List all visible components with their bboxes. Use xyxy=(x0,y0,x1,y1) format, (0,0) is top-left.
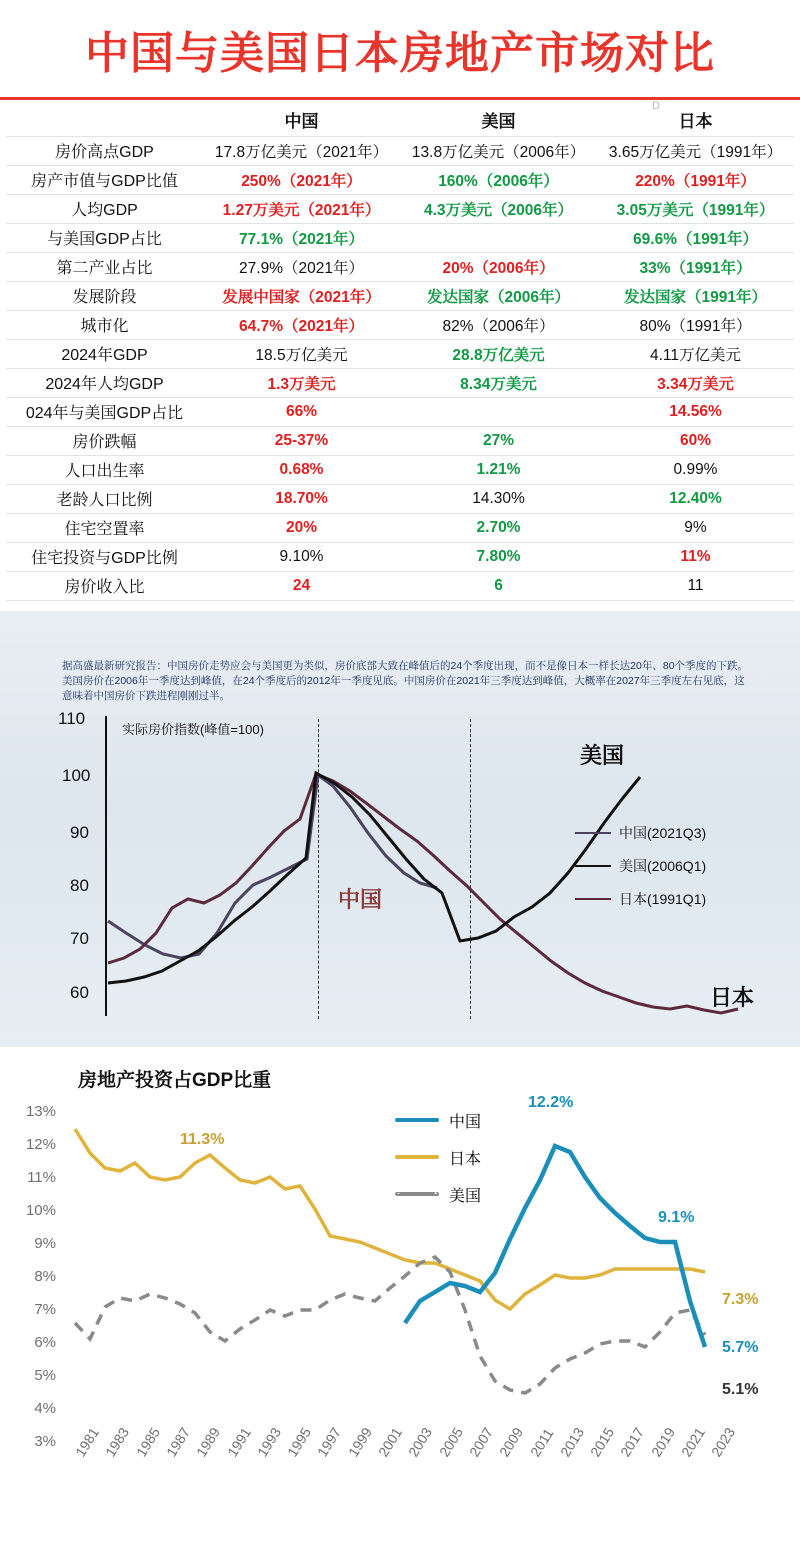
table-cell: 18.70% xyxy=(203,484,400,513)
chart2-ytick: 12% xyxy=(25,1135,56,1153)
table-row xyxy=(6,426,794,455)
chart1-series-usa xyxy=(108,773,640,983)
chart2-annotation-japan-end: 7.3% xyxy=(722,1290,759,1308)
table-cell: 14.56% xyxy=(597,397,794,426)
chart2-ytick: 9% xyxy=(34,1234,56,1252)
table-cell: 77.1%（2021年） xyxy=(203,223,400,252)
chart-note: 据高盛最新研究报告：中国房价走势应会与美国更为类似，房价底部大致在峰值后的24个季度出现，而不是像日本一样长达20年、80个季度的下跌。美国房价在2006年一季度达到峰值，在24个季度后的2012年一季度见底。中国房价在2021年三季度达到峰值，大概率在2027年三季度左右见底，这意味着中国房价下跌进程刚刚过半。 xyxy=(62,659,749,702)
chart1-ytick-110: 110 xyxy=(58,708,86,728)
table-row xyxy=(6,194,794,223)
chart2-xtick: 2023 xyxy=(708,1424,739,1459)
chart2-legend-item-japan xyxy=(395,1146,481,1169)
table-cell: 发达国家（1991年） xyxy=(597,281,794,310)
table-cell: 20% xyxy=(203,513,400,542)
table-cell: 3.05万美元（1991年） xyxy=(597,194,794,223)
chart1-legend-item-usa xyxy=(575,856,706,876)
chart2-ytick: 6% xyxy=(34,1333,56,1351)
chart2-xtick: 2013 xyxy=(556,1424,587,1459)
table-row xyxy=(6,252,794,281)
chart2-xtick: 1983 xyxy=(102,1424,133,1459)
table-cell: 0.99% xyxy=(597,455,794,484)
chart2-xtick: 1981 xyxy=(72,1424,103,1459)
row-label: 2024年人均GDP xyxy=(6,368,203,397)
real-house-price-index-chart xyxy=(0,607,800,1047)
table-cell: 17.8万亿美元（2021年） xyxy=(203,136,400,165)
table-cell: 11% xyxy=(597,542,794,571)
chart2-ytick: 10% xyxy=(25,1201,56,1219)
table-row xyxy=(6,571,794,600)
table-cell: 25-37% xyxy=(203,426,400,455)
comparison-table xyxy=(6,104,794,601)
table-cell: 18.5万亿美元 xyxy=(203,339,400,368)
chart1-legend-label-china: 中国(2021Q3) xyxy=(619,824,707,841)
table-cell: 69.6%（1991年） xyxy=(597,223,794,252)
table-cell: 发展中国家（2021年） xyxy=(203,281,400,310)
row-label: 住宅投资与GDP比例 xyxy=(6,542,203,571)
table-cell: 7.80% xyxy=(400,542,597,571)
row-label: 人口出生率 xyxy=(6,455,203,484)
chart2-legend-item-china xyxy=(395,1109,481,1132)
chart2-xtick: 1997 xyxy=(314,1424,345,1459)
table-row xyxy=(6,542,794,571)
table-cell: 28.8万亿美元 xyxy=(400,339,597,368)
table-cell: 250%（2021年） xyxy=(203,165,400,194)
row-label: 024年与美国GDP占比 xyxy=(6,397,203,426)
chart2-legend-label-japan: 日本 xyxy=(449,1150,482,1168)
table-row xyxy=(6,136,794,165)
table-row xyxy=(6,455,794,484)
chart1-label-china: 中国 xyxy=(338,886,383,912)
row-label: 人均GDP xyxy=(6,194,203,223)
chart2-xtick: 1985 xyxy=(132,1424,163,1459)
table-cell: 33%（1991年） xyxy=(597,252,794,281)
chart1-legend-label-usa: 美国(2006Q1) xyxy=(619,857,707,874)
chart2-legend-item-usa xyxy=(395,1183,481,1206)
table-cell: 1.3万美元 xyxy=(203,368,400,397)
chart2-xtick: 2001 xyxy=(375,1424,406,1459)
chart2-annotation-china-peak: 12.2% xyxy=(528,1093,574,1111)
chart2-ytick: 4% xyxy=(34,1399,56,1417)
table-cell: 0.68% xyxy=(203,455,400,484)
chart1-ytick-80: 80 xyxy=(70,875,89,895)
chart2-annotation-china-2020: 9.1% xyxy=(658,1208,695,1226)
chart2-xtick: 2021 xyxy=(678,1424,709,1459)
table-cell: 1.21% xyxy=(400,455,597,484)
table-cell: 3.65万亿美元（1991年） xyxy=(597,136,794,165)
table-cell: 27.9%（2021年） xyxy=(203,252,400,281)
corner-mark: D xyxy=(652,100,660,112)
chart2-legend-label-usa: 美国 xyxy=(449,1187,482,1205)
table-header-row xyxy=(6,104,794,136)
chart2-xtick: 2017 xyxy=(617,1424,648,1459)
chart2-legend-label-china: 中国 xyxy=(449,1113,482,1131)
table-row xyxy=(6,484,794,513)
chart1-label-usa: 美国 xyxy=(580,742,625,768)
chart2-xtick: 1993 xyxy=(253,1424,284,1459)
table-cell: 9% xyxy=(597,513,794,542)
chart1-inner-title: 实际房价指数(峰值=100) xyxy=(122,721,264,737)
table-cell: 3.34万美元 xyxy=(597,368,794,397)
table-cell: 80%（1991年） xyxy=(597,310,794,339)
chart2-xtick: 2019 xyxy=(647,1424,678,1459)
chart1-ytick-70: 70 xyxy=(70,928,89,948)
chart2-xtick: 2003 xyxy=(405,1424,436,1459)
chart2-ytick: 13% xyxy=(25,1102,56,1120)
page-title: 中国与美国日本房地产市场对比 xyxy=(85,28,715,78)
chart2-series-usa xyxy=(75,1257,705,1393)
table-cell: 13.8万亿美元（2006年） xyxy=(400,136,597,165)
row-label: 房产市值与GDP比值 xyxy=(6,165,203,194)
chart1-ytick-60: 60 xyxy=(70,982,89,1002)
table-cell: 11 xyxy=(597,571,794,600)
chart1-ytick-90: 90 xyxy=(70,822,89,842)
col-header-usa: 美国 xyxy=(400,104,597,136)
chart2-xtick: 2011 xyxy=(526,1424,557,1459)
row-label: 第二产业占比 xyxy=(6,252,203,281)
table-row xyxy=(6,310,794,339)
chart2-xtick: 1999 xyxy=(344,1424,375,1459)
row-label: 房价高点GDP xyxy=(6,136,203,165)
table-cell: 27% xyxy=(400,426,597,455)
row-label: 与美国GDP占比 xyxy=(6,223,203,252)
table-row xyxy=(6,339,794,368)
table-cell: 发达国家（2006年） xyxy=(400,281,597,310)
row-label: 2024年GDP xyxy=(6,339,203,368)
table-cell: 24 xyxy=(203,571,400,600)
chart2-annotation-usa-end: 5.1% xyxy=(722,1380,759,1398)
chart1-legend-item-japan xyxy=(575,889,706,909)
row-label: 房价收入比 xyxy=(6,571,203,600)
chart2-series-japan-line xyxy=(75,1129,705,1309)
chart2-annotation-china-end: 5.7% xyxy=(722,1338,759,1356)
table-cell: 12.40% xyxy=(597,484,794,513)
col-header-china: 中国 xyxy=(203,104,400,136)
chart2-xtick: 1989 xyxy=(193,1424,224,1459)
table-cell: 1.27万美元（2021年） xyxy=(203,194,400,223)
table-cell: 4.3万美元（2006年） xyxy=(400,194,597,223)
row-label: 房价跌幅 xyxy=(6,426,203,455)
table-cell: 6 xyxy=(400,571,597,600)
chart2-xtick: 1995 xyxy=(284,1424,315,1459)
chart2-ytick: 5% xyxy=(34,1366,56,1384)
table-cell: 60% xyxy=(597,426,794,455)
table-cell: 160%（2006年） xyxy=(400,165,597,194)
chart1-legend xyxy=(575,823,706,922)
chart2-ytick: 3% xyxy=(34,1432,56,1450)
table-cell: 14.30% xyxy=(400,484,597,513)
row-label: 住宅空置率 xyxy=(6,513,203,542)
chart2-legend xyxy=(395,1109,481,1220)
table-row xyxy=(6,223,794,252)
table-cell: 20%（2006年） xyxy=(400,252,597,281)
chart2-annotation-japan-peak: 11.3% xyxy=(180,1130,225,1148)
table-cell: 220%（1991年） xyxy=(597,165,794,194)
table-row xyxy=(6,397,794,426)
row-label: 老龄人口比例 xyxy=(6,484,203,513)
table-cell: 82%（2006年） xyxy=(400,310,597,339)
re-investment-share-chart xyxy=(0,1047,800,1547)
chart2-ytick: 8% xyxy=(34,1267,56,1285)
chart2-title: 房地产投资占GDP比重 xyxy=(78,1069,272,1091)
chart1-legend-item-china xyxy=(575,823,706,843)
table-cell: 4.11万亿美元 xyxy=(597,339,794,368)
table-body xyxy=(6,136,794,600)
chart2-xtick: 2015 xyxy=(587,1424,618,1459)
col-header-japan: 日本 xyxy=(597,104,794,136)
chart1-label-japan: 日本 xyxy=(710,984,755,1010)
table-row xyxy=(6,513,794,542)
chart1-ytick-100: 100 xyxy=(62,765,91,785)
chart2-ytick: 11% xyxy=(27,1168,56,1186)
row-label: 发展阶段 xyxy=(6,281,203,310)
page-title-bar xyxy=(0,0,800,100)
chart2-xtick: 1987 xyxy=(162,1424,193,1459)
table-row xyxy=(6,368,794,397)
comparison-table-wrap xyxy=(0,100,800,607)
row-label: 城市化 xyxy=(6,310,203,339)
chart2-ytick: 7% xyxy=(34,1300,56,1318)
table-cell: 2.70% xyxy=(400,513,597,542)
table-cell xyxy=(400,397,597,426)
table-cell: 64.7%（2021年） xyxy=(203,310,400,339)
table-cell: 66% xyxy=(203,397,400,426)
table-row xyxy=(6,281,794,310)
col-header-blank xyxy=(6,104,203,136)
chart2-xtick: 1991 xyxy=(223,1424,254,1459)
chart1-legend-label-japan: 日本(1991Q1) xyxy=(619,890,707,907)
table-cell: 9.10% xyxy=(203,542,400,571)
chart2-xtick: 2005 xyxy=(435,1424,466,1459)
chart2-xtick: 2007 xyxy=(465,1424,496,1459)
table-cell xyxy=(400,223,597,252)
chart2-xtick: 2009 xyxy=(496,1424,527,1459)
table-cell: 8.34万美元 xyxy=(400,368,597,397)
table-row xyxy=(6,165,794,194)
